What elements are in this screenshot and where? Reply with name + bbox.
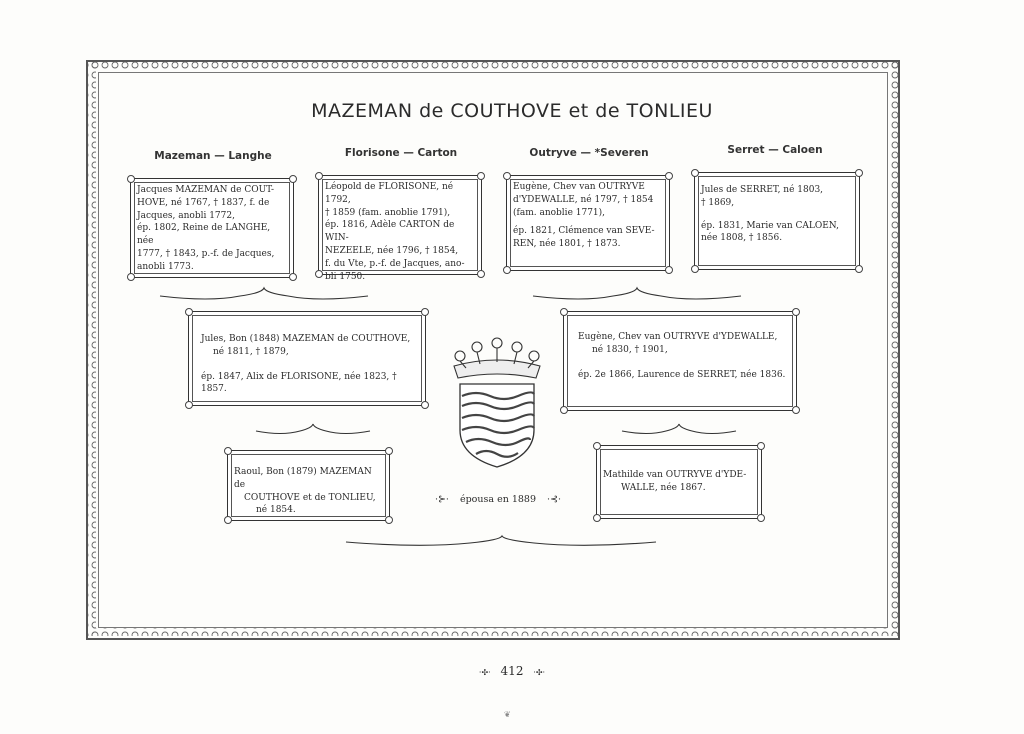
entry-line: ép. 2e 1866, Laurence de SERRET, née 1836. (578, 369, 786, 380)
group-header-mazeman: Mazeman — Langhe (154, 150, 272, 162)
entry-line: ép. 1831, Marie van CALOEN, (701, 220, 839, 231)
entry-line: né 1854. (256, 505, 296, 516)
child-box-raoul (227, 450, 390, 521)
entry-line: né 1811, † 1879, (213, 346, 289, 357)
entry-line: WALLE, née 1867. (621, 482, 706, 493)
entry-line: Jacques, anobli 1772, (137, 210, 235, 221)
entry-line: REN, née 1801, † 1873. (513, 239, 621, 250)
child-box-mathilde (596, 445, 762, 519)
entry-line: † 1869, (701, 197, 735, 208)
page-title: MAZEMAN de COUTHOVE et de TONLIEU (311, 100, 713, 122)
entry-line: HOVE, né 1767, † 1837, f. de (137, 197, 270, 208)
entry-line: ép. 1821, Clémence van SEVE- (513, 226, 655, 237)
entry-line: Mathilde van OUTRYVE d'YDE- (603, 470, 747, 480)
entry-line: né 1830, † 1901, (592, 344, 668, 355)
group-header-outryve: Outryve — *Severen (529, 147, 649, 159)
entry-line: 1777, † 1843, p.-f. de Jacques, (137, 248, 275, 259)
entry-line: ép. 1802, Reine de LANGHE, née (137, 223, 271, 247)
entry-line: COUTHOVE et de TONLIEU, (244, 492, 376, 503)
footer-ornament-icon: ❦ (504, 710, 511, 719)
entry-line: Raoul, Bon (1879) MAZEMAN de (234, 467, 372, 490)
parent-box-mazeman (188, 311, 426, 406)
entry-line: Jules, Bon (1848) MAZEMAN de COUTHOVE, (201, 334, 411, 344)
group-header-serret: Serret — Caloen (727, 144, 823, 156)
entry-line: ép. 1816, Adèle CARTON de WIN- (325, 220, 455, 244)
group-header-florisone: Florisone — Carton (344, 147, 458, 159)
entry-line: d'YDEWALLE, né 1797, † 1854 (513, 194, 654, 205)
ornament-left: ·⊱· (434, 494, 449, 505)
entry-line: (fam. anoblie 1771), (513, 207, 606, 218)
entry-line: NEZEELE, née 1796, † 1854, (325, 245, 459, 256)
entry-line: anobli 1773. (137, 261, 194, 272)
entry-line: Jacques MAZEMAN de COUT- (137, 185, 275, 195)
page-number: ·✣· 412 ·✣· (478, 664, 546, 678)
marriage-text: épousa en 1889 (459, 494, 537, 505)
entry-line: bli 1750. (325, 271, 366, 282)
entry-line: f. du Vte, p.-f. de Jacques, ano- (325, 258, 465, 269)
entry-line: Eugène, Chev van OUTRYVE d'YDEWALLE, (578, 332, 778, 342)
entry-line: née 1808, † 1856. (701, 233, 783, 244)
crown-icon (454, 338, 540, 378)
entry-line: ép. 1847, Alix de FLORISONE, née 1823, † 1857. (201, 371, 397, 395)
coat-of-arms-icon (446, 334, 548, 470)
page-number-value: 412 (500, 664, 524, 678)
entry-line: † 1859 (fam. anoblie 1791), (325, 207, 451, 218)
parent-box-outryve (563, 311, 797, 411)
entry-line: Jules de SERRET, né 1803, (701, 185, 824, 195)
marriage-note (428, 494, 568, 505)
entry-line: Eugène, Chev van OUTRYVE (513, 182, 645, 192)
entry-line: Léopold de FLORISONE, né 1792, (325, 182, 454, 205)
ornament-right: ·⊰· (547, 494, 562, 505)
